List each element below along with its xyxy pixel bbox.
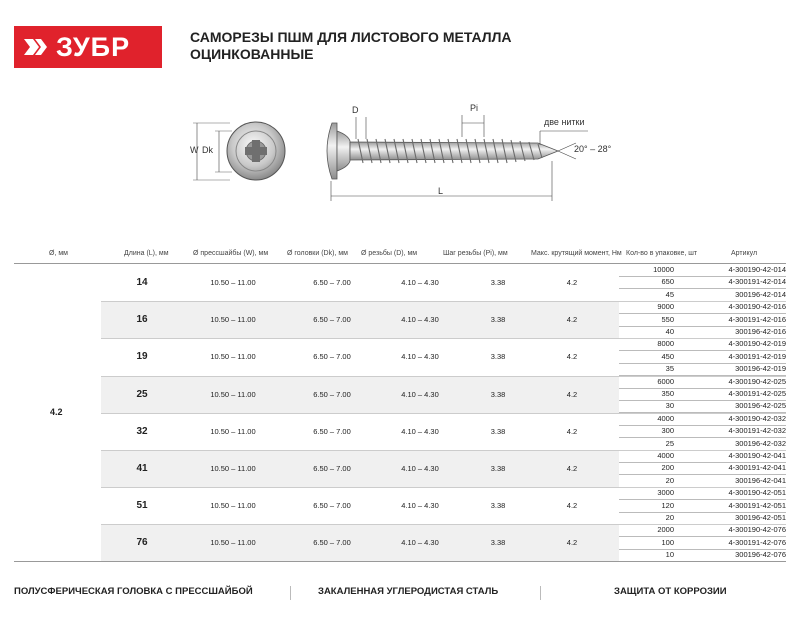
header-article: Артикул — [731, 250, 758, 257]
qty-cell: 35 — [665, 364, 674, 374]
table-bottom-rule — [14, 561, 786, 562]
footer-features — [0, 586, 800, 600]
qty-cell: 9000 — [657, 302, 674, 312]
screw-side-icon — [327, 123, 558, 179]
brand-name: ЗУБР — [56, 31, 131, 62]
thread-pitch-cell: 3.38 — [490, 278, 506, 287]
length-cell: 76 — [136, 537, 148, 549]
row-band — [101, 264, 619, 301]
article-cell: 4-300191-42-032 — [728, 426, 786, 436]
qty-cell: 100 — [661, 537, 674, 547]
qty-cell: 120 — [661, 500, 674, 510]
header-length: Длина (L), мм — [124, 250, 169, 257]
qty-cell: 20 — [665, 475, 674, 485]
thread-pitch-cell: 3.38 — [490, 315, 506, 325]
article-cell: 4-300191-42-014 — [728, 277, 786, 287]
qty-cell: 40 — [665, 326, 674, 336]
two-threads-label: две нитки — [544, 117, 585, 127]
length-cell: 32 — [136, 425, 148, 437]
thread-diameter-cell: 4.10 – 4.30 — [401, 315, 439, 325]
table-row-group — [101, 376, 786, 413]
header-torque: Макс. крутящий момент, Нм — [531, 250, 622, 257]
row-band — [101, 338, 619, 375]
thread-diameter-cell: 4.10 – 4.30 — [401, 464, 439, 473]
row-separator — [101, 338, 786, 339]
row-separator — [101, 487, 786, 488]
table-row-group — [101, 450, 786, 487]
table-row — [619, 500, 786, 513]
article-cell: 4-300191-42-051 — [728, 500, 786, 510]
thread-pitch-cell: 3.38 — [490, 389, 506, 399]
row-band — [101, 301, 619, 338]
washer-diameter-cell: 10.50 – 11.00 — [210, 464, 256, 473]
angle-label: 20° – 28° — [574, 144, 612, 154]
thread-diameter-cell: 4.10 – 4.30 — [401, 389, 439, 399]
article-cell: 4-300190-42-014 — [728, 265, 786, 274]
head-diameter-cell: 6.50 – 7.00 — [313, 501, 351, 511]
thread-diameter-cell: 4.10 – 4.30 — [401, 538, 439, 548]
head-diameter-cell: 6.50 – 7.00 — [313, 389, 351, 399]
header-head: Ø головки (Dk), мм — [287, 250, 348, 257]
article-cell: 300196-42-032 — [735, 438, 786, 448]
table-row — [619, 462, 786, 475]
table-row — [619, 276, 786, 289]
qty-cell: 45 — [665, 289, 674, 299]
torque-cell: 4.2 — [566, 464, 578, 473]
qty-cell: 650 — [661, 277, 674, 287]
row-band — [101, 487, 619, 524]
feature-corrosion: ЗАЩИТА ОТ КОРРОЗИИ — [614, 586, 727, 597]
article-cell: 300196-42-016 — [735, 326, 786, 336]
header-thread: Ø резьбы (D), мм — [361, 250, 418, 257]
washer-diameter-cell: 10.50 – 11.00 — [210, 278, 256, 287]
table-row — [619, 363, 786, 376]
qty-cell: 450 — [661, 351, 674, 361]
head-diameter-cell: 6.50 – 7.00 — [313, 538, 351, 548]
torque-cell: 4.2 — [566, 352, 578, 362]
dim-dk-label: Dk — [202, 145, 213, 155]
torque-cell: 4.2 — [566, 389, 578, 399]
feature-steel: ЗАКАЛЕННАЯ УГЛЕРОДИСТАЯ СТАЛЬ — [318, 586, 499, 597]
dim-l-label: L — [438, 186, 444, 196]
table-row — [619, 425, 786, 438]
article-cell: 300196-42-025 — [735, 401, 786, 411]
qty-cell: 6000 — [657, 376, 674, 386]
qty-cell: 2000 — [657, 525, 674, 535]
row-band — [101, 450, 619, 487]
torque-cell: 4.2 — [566, 315, 578, 325]
table-row — [619, 351, 786, 364]
head-diameter-cell: 6.50 – 7.00 — [313, 352, 351, 362]
head-diameter-cell: 6.50 – 7.00 — [313, 278, 351, 287]
table-row — [619, 475, 786, 488]
table-row-group — [101, 413, 786, 450]
thread-diameter-cell: 4.10 – 4.30 — [401, 426, 439, 436]
thread-pitch-cell: 3.38 — [490, 501, 506, 511]
head-diameter-cell: 6.50 – 7.00 — [313, 464, 351, 473]
article-cell: 4-300191-42-025 — [728, 388, 786, 398]
row-separator — [101, 413, 786, 414]
article-cell: 4-300190-42-076 — [728, 525, 786, 535]
header-pitch: Шаг резьбы (Pi), мм — [443, 250, 508, 257]
header-diameter: Ø, мм — [49, 250, 68, 257]
torque-cell: 4.2 — [566, 501, 578, 511]
thread-pitch-cell: 3.38 — [490, 352, 506, 362]
table-row — [619, 524, 786, 537]
table-row-group — [101, 487, 786, 524]
thread-pitch-cell: 3.38 — [490, 538, 506, 548]
thread-diameter-cell: 4.10 – 4.30 — [401, 501, 439, 511]
table-row — [619, 512, 786, 525]
footer-divider — [290, 586, 291, 600]
screw-head-icon — [227, 122, 285, 180]
torque-cell: 4.2 — [566, 426, 578, 436]
thread-pitch-cell: 3.38 — [490, 426, 506, 436]
qty-cell: 10000 — [653, 265, 674, 274]
table-row — [619, 314, 786, 327]
washer-diameter-cell: 10.50 – 11.00 — [210, 501, 256, 511]
length-cell: 51 — [136, 500, 148, 512]
qty-cell: 20 — [665, 512, 674, 522]
diameter-value: 4.2 — [50, 407, 63, 417]
feature-head: ПОЛУСФЕРИЧЕСКАЯ ГОЛОВКА С ПРЕССШАЙБОЙ — [14, 586, 253, 597]
article-cell: 4-300191-42-041 — [728, 463, 786, 473]
table-row — [619, 301, 786, 314]
qty-cell: 25 — [665, 438, 674, 448]
row-separator — [101, 376, 786, 377]
header-qty: Кол-во в упаковке, шт — [626, 250, 698, 257]
screw-drawing — [0, 95, 800, 210]
article-cell: 300196-42-014 — [735, 289, 786, 299]
row-separator — [101, 301, 786, 302]
brand-logo — [14, 26, 162, 68]
table-row — [619, 537, 786, 550]
arrows-logo-icon — [24, 36, 50, 58]
table-row — [619, 326, 786, 339]
length-cell: 14 — [136, 277, 148, 288]
torque-cell: 4.2 — [566, 278, 578, 287]
article-cell: 4-300191-42-016 — [728, 314, 786, 324]
table-row-group — [101, 524, 786, 561]
title-line-2: ОЦИНКОВАННЫЕ — [190, 46, 314, 62]
qty-cell: 10 — [665, 550, 674, 560]
length-cell: 16 — [136, 314, 148, 326]
row-band — [101, 524, 619, 561]
dim-d-label: D — [352, 105, 359, 115]
qty-cell: 200 — [661, 463, 674, 473]
header-washer: Ø прессшайбы (W), мм — [193, 250, 269, 257]
qty-cell: 350 — [661, 388, 674, 398]
row-band — [101, 376, 619, 413]
washer-diameter-cell: 10.50 – 11.00 — [210, 389, 256, 399]
table-row — [619, 413, 786, 426]
qty-cell: 550 — [661, 314, 674, 324]
article-cell: 4-300191-42-076 — [728, 537, 786, 547]
article-cell: 300196-42-051 — [735, 512, 786, 522]
article-cell: 300196-42-019 — [735, 364, 786, 374]
head-diameter-cell: 6.50 – 7.00 — [313, 426, 351, 436]
row-separator — [101, 524, 786, 525]
length-cell: 25 — [136, 388, 148, 400]
article-cell: 4-300190-42-025 — [728, 376, 786, 386]
washer-diameter-cell: 10.50 – 11.00 — [210, 426, 256, 436]
qty-cell: 30 — [665, 401, 674, 411]
thread-diameter-cell: 4.10 – 4.30 — [401, 278, 439, 287]
torque-cell: 4.2 — [566, 538, 578, 548]
row-separator — [101, 450, 786, 451]
thread-diameter-cell: 4.10 – 4.30 — [401, 352, 439, 362]
table-row-group — [101, 338, 786, 375]
table-row — [619, 438, 786, 451]
washer-diameter-cell: 10.50 – 11.00 — [210, 538, 256, 548]
article-cell: 300196-42-041 — [735, 475, 786, 485]
head-diameter-cell: 6.50 – 7.00 — [313, 315, 351, 325]
table-row — [619, 450, 786, 463]
table-row — [619, 376, 786, 389]
footer-divider — [540, 586, 541, 600]
title-line-1: САМОРЕЗЫ ПШМ ДЛЯ ЛИСТОВОГО МЕТАЛЛА — [190, 29, 512, 45]
qty-cell: 3000 — [657, 488, 674, 498]
article-cell: 4-300191-42-019 — [728, 351, 786, 361]
article-cell: 300196-42-076 — [735, 550, 786, 560]
table-row — [619, 264, 786, 277]
length-cell: 19 — [136, 351, 148, 363]
thread-pitch-cell: 3.38 — [490, 464, 506, 473]
article-cell: 4-300190-42-019 — [728, 339, 786, 349]
qty-cell: 4000 — [657, 413, 674, 423]
washer-diameter-cell: 10.50 – 11.00 — [210, 315, 256, 325]
table-row-group — [101, 264, 786, 301]
table-row — [619, 487, 786, 500]
table-row — [619, 338, 786, 351]
table-row — [619, 289, 786, 302]
table-row-group — [101, 301, 786, 338]
qty-cell: 8000 — [657, 339, 674, 349]
qty-cell: 300 — [661, 426, 674, 436]
table-row — [619, 388, 786, 401]
article-cell: 4-300190-42-032 — [728, 413, 786, 423]
article-cell: 4-300190-42-051 — [728, 488, 786, 498]
dim-pi-label: Pi — [470, 103, 479, 113]
length-cell: 41 — [136, 463, 148, 474]
qty-cell: 4000 — [657, 451, 674, 460]
table-row — [619, 400, 786, 413]
table-header — [0, 247, 800, 261]
article-cell: 4-300190-42-041 — [728, 451, 786, 460]
washer-diameter-cell: 10.50 – 11.00 — [210, 352, 256, 362]
dim-w-label: W — [190, 145, 199, 155]
row-band — [101, 413, 619, 450]
article-cell: 4-300190-42-016 — [728, 302, 786, 312]
product-title — [190, 29, 512, 63]
